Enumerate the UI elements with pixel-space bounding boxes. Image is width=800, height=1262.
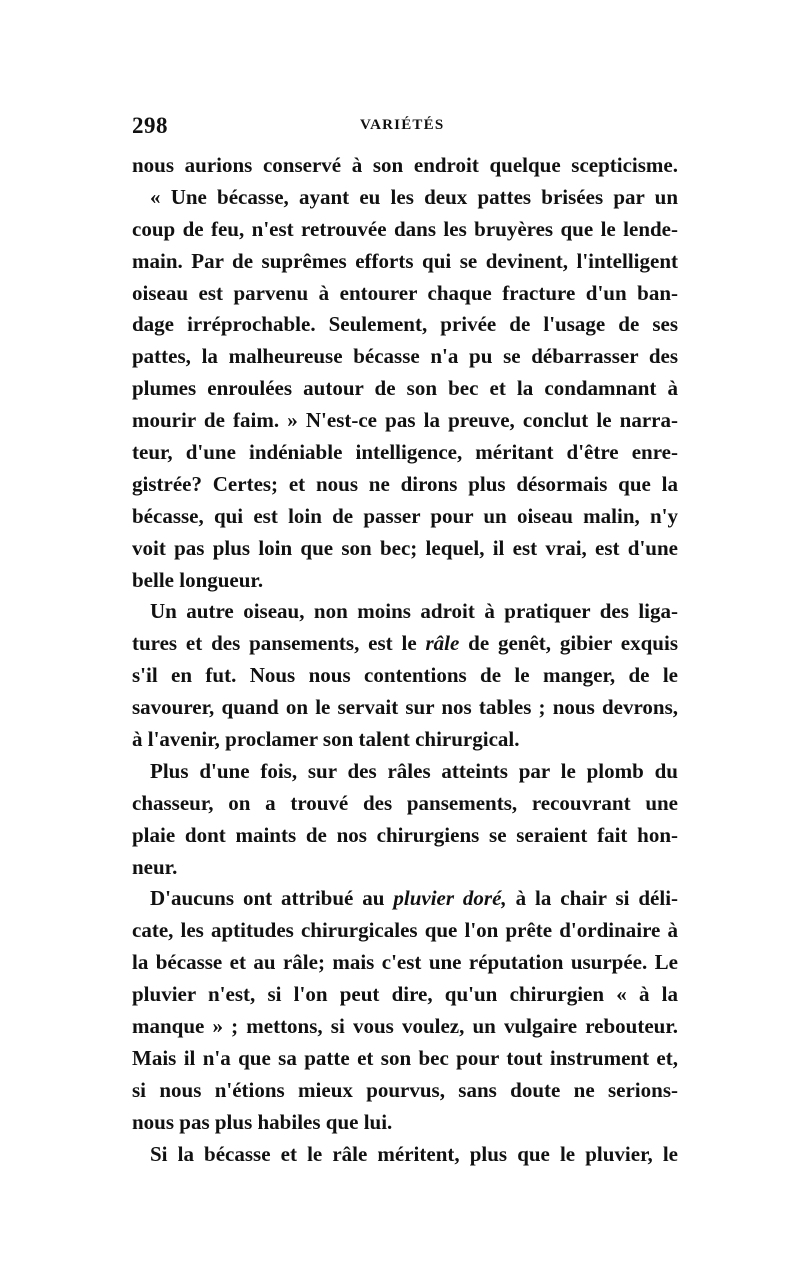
page-number: 298: [132, 113, 168, 138]
paragraph-start-line: « Une bécasse, ayant eu les deux pattes brisées par un: [150, 184, 678, 209]
paragraph-start-line: Si la bécasse et le râle méritent, plus que le pluvier, le: [150, 1141, 678, 1166]
text-line: nous aurions conservé à son endroit quelque scepticisme.: [132, 153, 678, 177]
paragraph-end-line: belle longueur.: [132, 567, 264, 592]
text-line: cate, les aptitudes chirurgicales que l'on prête d'ordinaire à: [132, 918, 678, 943]
paragraph-end-line: nous pas plus habiles que lui.: [132, 1109, 393, 1134]
text-line: plumes enroulées autour de son bec et la condamnant à: [132, 376, 678, 401]
text-line: la bécasse et au râle; mais c'est une réputation usurpée. Le: [132, 950, 678, 975]
paragraph-end-line: neur.: [132, 854, 178, 879]
text-line: coup de feu, n'est retrouvée dans les bruyères que le lende-: [132, 216, 678, 241]
italic-term-rale: râle: [425, 631, 460, 656]
text-line: plaie dont maints de nos chirurgiens se seraient fait hon-: [132, 822, 678, 847]
text-line: dage irréprochable. Seulement, privée de l'usage de ses: [132, 312, 678, 337]
paragraph-start-line: Un autre oiseau, non moins adroit à pratiquer des liga-: [150, 599, 678, 624]
body-text: [132, 150, 678, 1171]
running-title: VARIÉTÉS: [360, 117, 445, 133]
text-line: s'il en fut. Nous nous contentions de le manger, de le: [132, 663, 678, 688]
text-run: D'aucuns ont attribué au: [150, 886, 394, 911]
text-run: à la chair si déli-: [506, 886, 679, 911]
text-line: mourir de faim. » N'est-ce pas la preuve, conclut le narra-: [132, 408, 678, 433]
text-line: chasseur, on a trouvé des pansements, recouvrant une: [132, 790, 678, 815]
text-run: de genêt, gibier exquis: [459, 631, 678, 656]
text-line: savourer, quand on le servait sur nos tables ; nous devrons,: [132, 695, 678, 720]
text-line: bécasse, qui est loin de passer pour un oiseau malin, n'y: [132, 503, 678, 528]
text-line: voit pas plus loin que son bec; lequel, il est vrai, est d'une: [132, 535, 678, 560]
text-run: tures et des pansements, est le: [132, 631, 426, 656]
text-line: gistrée? Certes; et nous ne dirons plus désormais que la: [132, 471, 678, 496]
running-head: [132, 113, 678, 139]
paragraph-start-line: Plus d'une fois, sur des râles atteints par le plomb du: [150, 758, 678, 783]
text-line: pattes, la malheureuse bécasse n'a pu se débarrasser des: [132, 344, 678, 369]
italic-term-pluvier-dore: pluvier doré,: [393, 886, 507, 911]
text-line-with-italic: [132, 628, 678, 660]
text-line: oiseau est parvenu à entourer chaque fracture d'un ban-: [132, 280, 678, 305]
text-line: manque » ; mettons, si vous voulez, un vulgaire rebouteur.: [132, 1014, 678, 1039]
text-line: teur, d'une indéniable intelligence, méritant d'être enre-: [132, 440, 678, 465]
text-line-with-italic: [132, 883, 678, 915]
text-line: main. Par de suprêmes efforts qui se devinent, l'intelligent: [132, 248, 678, 273]
text-line: Mais il n'a que sa patte et son bec pour tout instrument et,: [132, 1045, 678, 1070]
paragraph-end-line: à l'avenir, proclamer son talent chirurgical.: [132, 727, 520, 752]
text-line: si nous n'étions mieux pourvus, sans doute ne serions-: [132, 1077, 678, 1102]
text-line: pluvier n'est, si l'on peut dire, qu'un chirurgien « à la: [132, 982, 678, 1007]
